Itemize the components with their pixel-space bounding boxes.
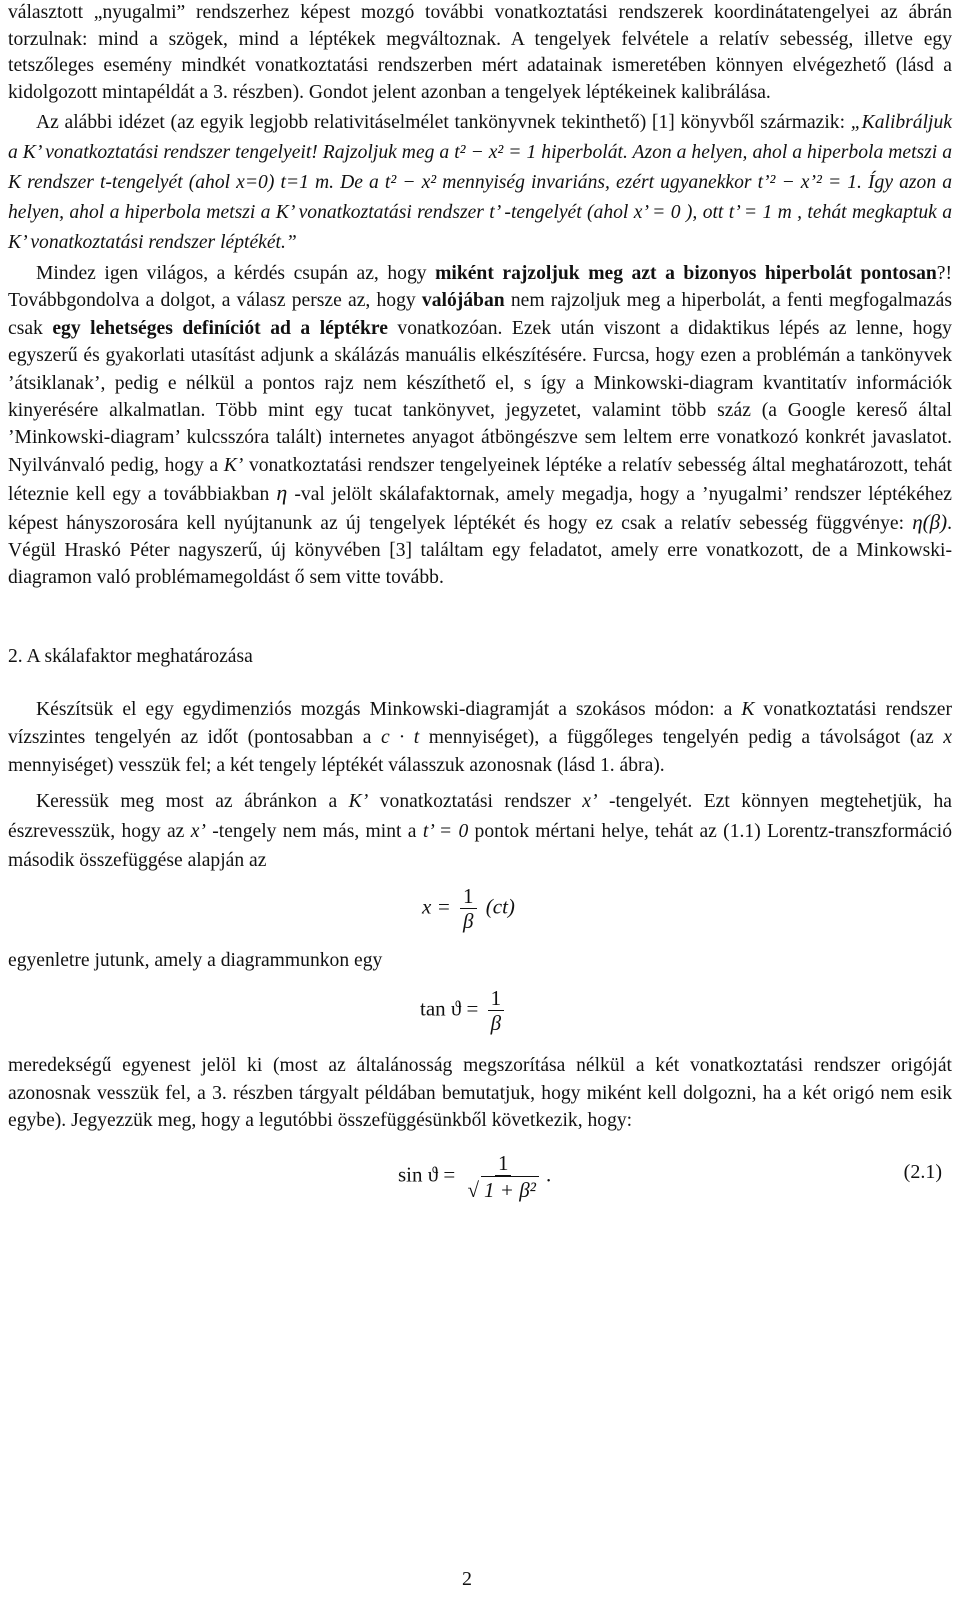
eq3-tail: .: [545, 1162, 552, 1187]
italic-run: K’: [223, 454, 244, 476]
italic-run: K’: [348, 791, 369, 813]
paragraph-slope: meredekségű egyenest jelöl ki (most az általánosság megszorítása nélkül a két vonatkoztatási rendszer origóját azonosnak vesszük fel, a 3. részben tárgyalt példában bemutatjuk, hogy miként kell dolgozni, ha a két origó nem esik egybe). Jegyezzük meg, hogy a legutóbbi összefüggésünkből következik, hogy:: [8, 1055, 952, 1132]
eq1-denominator: β: [463, 908, 474, 933]
italic-run: K: [741, 699, 755, 721]
eq2-fraction: [488, 986, 505, 1035]
paragraph-axis: [8, 787, 952, 876]
equation-2-1: [8, 1143, 952, 1213]
page-number: 2: [462, 1568, 472, 1590]
text-run: vonatkozóan. Ezek után viszont a didaktikus lépés az lenne, hogy egyszerű és gyakorlati utasítást adjunk a skálázás manuális elkészítésére. Furcsa, hogy ezen a problémán a tankönyvek ’átsiklanak’, pedig e nélkül a pontos rajz nem készíthető el, s így a Minkowski-diagram kvantitatív információk kinyerésére alkalmatlan. Több mint egy tucat tankönyvet, jegyzetet, valamint több száz (a Google kereső által ’Minkowski-diagram’ kulcsszóra talált) internetes anyagot átböngészve sem leltem erre vonatkozó konkrét javaslatot. Nyilvánvaló pedig, hogy a: [8, 317, 952, 476]
quote-part-2: hiperbolát. Azon a helyen, ahol a hiperbola metszi a K rendszer t-tengelyét (ahol x=0) t=1 m. De a: [8, 142, 953, 193]
eq1-numerator: 1: [460, 884, 477, 909]
paragraph-setup: [8, 696, 952, 779]
section-heading: 2. A skálafaktor meghatározása: [8, 645, 253, 667]
math-xprime-eq0: x’ = 0: [633, 202, 681, 223]
text-run: Keressük meg most az ábránkon a: [36, 791, 349, 813]
equation-number: (2.1): [903, 1160, 942, 1183]
text-run: vonatkoztatási rendszer vízszintes tengelyén az időt (pontosabban a: [8, 699, 953, 748]
eq1-rhs: (ct): [485, 893, 515, 918]
text-run: mennyiséget), a függőleges tengelyén pedig a távolságot (az: [419, 726, 944, 748]
text-run: Mindez igen világos, a kérdés csupán az, hogy: [36, 263, 436, 284]
eq2-denominator: β: [490, 1011, 502, 1036]
eq3-fraction: [465, 1151, 542, 1202]
quote-part-6: ), ott: [680, 202, 729, 223]
bold-run: miként rajzoljuk meg azt a bizonyos hiperbolát pontosan: [435, 263, 937, 284]
math-tprime-eq1: t’ = 1 m: [728, 202, 792, 223]
quote-intro: Az alábbi idézet (az egyik legjobb relativitáselmélet tankönyvnek tekinthető) [1] könyvből származik:: [36, 112, 851, 133]
text-run: Készítsük el egy egydimenziós mozgás Minkowski-diagramját a szokásos módon: a: [36, 699, 742, 721]
bold-run: egy lehetséges definíciót ad a léptékre: [52, 317, 388, 339]
math-t2x2eq1: t² − x² = 1: [454, 142, 537, 163]
math-tprime-eq0: t’ = 0: [422, 820, 469, 842]
text-run: pontok mértani helye, tehát az (1.1) Lorentz-transzformáció második összefüggése alapján az: [8, 820, 952, 872]
eq2-numerator: 1: [488, 986, 505, 1011]
paragraph-intro: választott „nyugalmi” rendszerhez képest mozgó további vonatkoztatási rendszerek koordinátatengelyei az ábrán torzulnak: mind a szögek, mind a léptékek megváltoznak. A tengelyek felvétele a relatív sebesség, illetve egy tetszőleges esemény mindkét vonatkoztatási rendszerben mért adatainak ismeretében könnyen elvégezhető (lásd a kidolgozott mintapéldát a 3. részben). Gondot jelent azonban a tengelyek léptékeinek kalibrálása.: [8, 2, 952, 103]
italic-run: x: [943, 726, 952, 748]
eq3-lhs: sin ϑ =: [398, 1162, 456, 1187]
quote-part-4: Így azon a helyen, ahol a hiperbola metszi a K’ vonatkoztatási rendszer: [8, 172, 952, 223]
text-run: vonatkoztatási rendszer tengelyeinek léptéke a relatív sebesség által meghatározott, tehát léteznie kell egy a továbbiakban: [8, 454, 952, 506]
math-ct: c · t: [381, 726, 420, 748]
paragraph-equation-intro: egyenletre jutunk, amely a diagrammunkon egy: [8, 949, 383, 971]
quote-part-1: „Kalibráljuk a K’ vonatkoztatási rendszer tengelyeit! Rajzoljuk meg a: [8, 112, 952, 163]
eq3-denominator-root: √ 1 + β²: [465, 1176, 542, 1202]
page: [8, 0, 952, 1213]
text-run: -tengelyét. Ezt könnyen megtehetjük, ha észrevesszük, hogy az: [8, 791, 952, 842]
equation-2: [8, 980, 952, 1044]
text-run: vonatkoztatási rendszer: [368, 791, 583, 813]
math-xprime: x’: [582, 791, 598, 813]
text-run: ?! Továbbgondolva a dolgot, a válasz persze az, hogy: [8, 263, 953, 312]
math-t2x2: t² − x²: [384, 172, 437, 193]
math-tp2xp2: t’² − x’² = 1.: [757, 172, 862, 193]
text-run: . Végül Hraskó Péter nagyszerű, új könyvében [3] találtam egy feladatot, amely erre vonatkozott, de a Minkowski-diagramon való problémamegoldást ő sem vitte tovább.: [8, 512, 952, 589]
math-xprime: x’: [190, 820, 206, 842]
text-run: -tengely nem más, mint a: [205, 820, 423, 842]
text-run: -val jelölt skálafaktornak, amely megadja, hogy a ’nyugalmi’ rendszer léptékéhez képest hányszorosára kell nyújtanunk az új tengelyek léptékét és hogy ez csak a relatív sebesség függvénye:: [8, 484, 952, 534]
paragraph-quote: [8, 108, 952, 258]
math-eta-beta: η(β): [912, 509, 948, 534]
eq3-numerator: 1: [495, 1151, 512, 1176]
quote-part-3: mennyiség invariáns, ezért ugyanekkor: [436, 172, 758, 193]
math-tprime: t’: [489, 202, 500, 223]
eq1-lhs: x =: [422, 893, 451, 918]
eq2-lhs: tan ϑ =: [420, 996, 479, 1021]
equation-1: [8, 880, 952, 942]
quote-part-5: -tengelyét (ahol: [499, 202, 634, 223]
math-eta: η: [276, 480, 288, 506]
paragraph-discussion: [8, 260, 952, 592]
eq1-fraction: [460, 884, 477, 933]
bold-run: valójában: [421, 290, 505, 312]
quote-part-7: , tehát megkaptuk a K’ vonatkoztatási rendszer léptékét.”: [8, 202, 952, 253]
text-run: mennyiséget) vesszük fel; a két tengely léptékét válasszuk azonosnak (lásd 1. ábra).: [8, 754, 665, 776]
eq3-denominator: 1 + β²: [481, 1176, 539, 1202]
text-run: nem rajzoljuk meg a hiperbolát, a fenti megfogalmazás csak: [8, 290, 952, 339]
